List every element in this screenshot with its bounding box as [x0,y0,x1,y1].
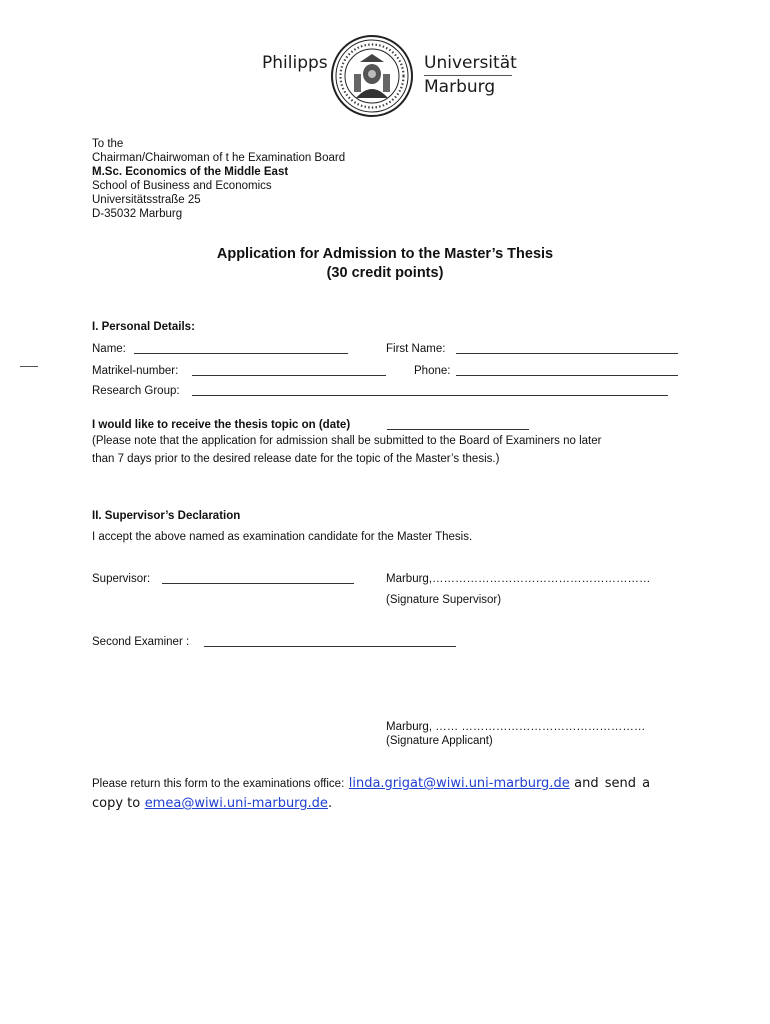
return-text-2: and send a [574,776,651,791]
office-email-link[interactable]: linda.grigat@wiwi.uni-marburg.de [348,776,570,791]
return-text-1: Please return this form to the examinations office: [92,778,345,790]
first-name-field[interactable] [456,343,678,354]
address-line-1: To the [92,138,124,150]
name-label: Name: [92,343,126,355]
logo-left-word: Philipps [262,53,328,73]
supervisor-field[interactable] [162,573,354,584]
second-examiner-label: Second Examiner : [92,636,190,648]
form-title-line-1: Application for Admission to the Master’s Thesis [216,246,554,262]
second-examiner-field[interactable] [204,636,456,647]
phone-label: Phone: [414,365,451,377]
supervisor-statement: I accept the above named as examination candidate for the Master Thesis. [92,531,473,543]
supervisor-label: Supervisor: [92,573,151,585]
research-group-field[interactable] [192,385,668,396]
matrikel-number-field[interactable] [192,365,386,376]
research-group-label: Research Group: [92,385,180,397]
personal-details-heading: I. Personal Details: [92,321,195,333]
university-seal-icon [330,34,414,118]
address-line-3: M.Sc. Economics of the Middle East [92,166,289,178]
name-field[interactable] [134,343,348,354]
university-logo [258,34,516,120]
form-title-line-2: (30 credit points) [326,265,444,281]
emea-email-link[interactable]: emea@wiwi.uni-marburg.de [144,796,328,811]
address-line-6: D-35032 Marburg [92,208,183,220]
topic-note-line-1: (Please note that the application for admission shall be submitted to the Board of Examiners no later [92,435,602,447]
phone-field[interactable] [456,365,678,376]
applicant-marburg-line: Marburg, …… ………………………………………… [386,721,646,733]
topic-date-field[interactable] [387,419,529,430]
address-line-2: Chairman/Chairwoman of t he Examination Board [92,152,346,164]
address-line-5: Universitätsstraße 25 [92,194,201,206]
return-instructions [92,774,692,792]
topic-note-line-2: than 7 days prior to the desired release date for the topic of the Master’s thesis.) [92,453,500,465]
first-name-label: First Name: [386,343,446,355]
margin-mark [20,366,38,367]
supervisor-declaration-heading: II. Supervisor’s Declaration [92,510,241,522]
logo-right-word-bottom: Marburg [424,77,496,97]
return-text-4: . [327,796,333,811]
return-instructions-line-2 [92,794,332,812]
form-title [0,245,770,283]
logo-divider [424,75,512,76]
topic-date-request: I would like to receive the thesis topic on (date) [92,419,351,431]
address-line-4: School of Business and Economics [92,180,272,192]
supervisor-marburg-line: Marburg,………………………………………………… [386,573,651,585]
signature-applicant-caption: (Signature Applicant) [386,735,493,747]
return-text-3: copy to [92,796,141,811]
matrikel-number-label: Matrikel-number: [92,365,179,377]
signature-supervisor-caption: (Signature Supervisor) [386,594,502,606]
logo-right-word-top: Universität [424,53,517,73]
